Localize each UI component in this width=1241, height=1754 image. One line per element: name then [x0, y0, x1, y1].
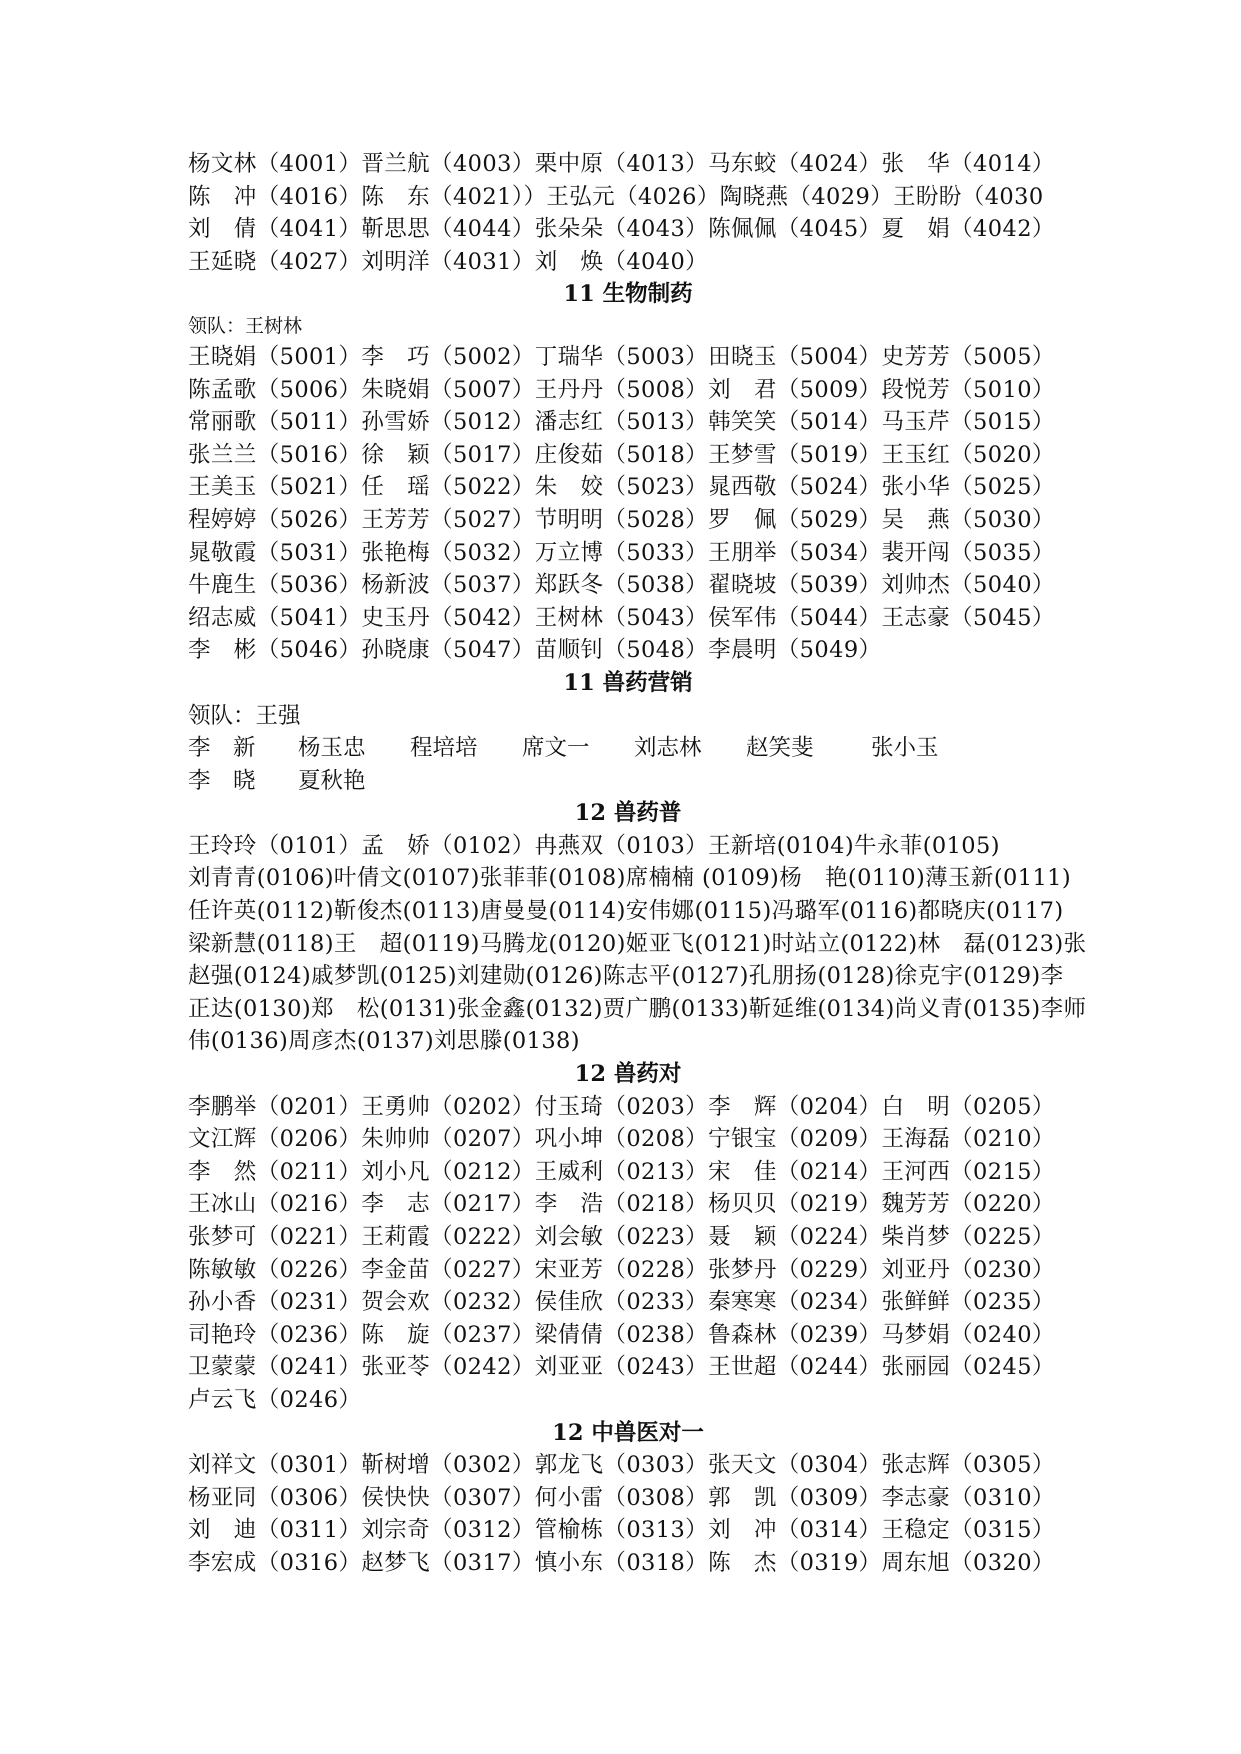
- name-list-line: 程婷婷（5026）王芳芳（5027）节明明（5028）罗 佩（5029）吴 燕（5030）: [188, 506, 1055, 533]
- name-list-line: 晁敬霞（5031）张艳梅（5032）万立博（5033）王朋举（5034）裴开闯（5035）: [188, 539, 1055, 566]
- name-list-line: 卫蒙蒙（0241）张亚苓（0242）刘亚亚（0243）王世超（0244）张丽园（0245）: [188, 1354, 1055, 1381]
- section-vet-general: [188, 797, 1087, 1058]
- name-list-line: 孙小香（0231）贺会欢（0232）侯佳欣（0233）秦寒寒（0234）张鲜鲜（0235）: [188, 1289, 1055, 1316]
- name-list-line: 杨文林（4001）晋兰航（4003）栗中原（4013）马东蛟（4024）张 华（4014）: [188, 151, 1055, 177]
- section-tcm-vet: [188, 1417, 1068, 1580]
- team-leader: 领队：王强: [188, 702, 301, 729]
- name-list-line: 王冰山（0216）李 志（0217）李 浩（0218）杨贝贝（0219）魏芳芳（0220）: [188, 1191, 1055, 1218]
- name-list-line: 李鹏举（0201）王勇帅（0202）付玉琦（0203）李 辉（0204）白 明（0205）: [188, 1093, 1055, 1120]
- section-bio-pharma: [188, 278, 1068, 667]
- name-list-line: 赵强(0124)戚梦凯(0125)刘建勋(0126)陈志平(0127)孔朋扬(0128)徐克宇(0129)李: [188, 963, 1064, 990]
- name-list-line: 杨亚同（0306）侯快快（0307）何小雷（0308）郭 凯（0309）李志豪（0310）: [188, 1484, 1055, 1511]
- name-list-line: 绍志威（5041）史玉丹（5042）王树林（5043）侯军伟（5044）王志豪（5045）: [188, 604, 1055, 631]
- name-list-line: 张梦可（0221）王莉霞（0222）刘会敏（0223）聂 颖（0224）柴肖梦（0225）: [188, 1224, 1055, 1250]
- student-name: 李 新: [188, 735, 256, 762]
- name-row: [188, 732, 1068, 765]
- student-name: 张小玉: [871, 735, 939, 762]
- student-name: 程培培: [410, 735, 478, 762]
- name-list-line: 刘 倩（4041）靳思思（4044）张朵朵（4043）陈佩佩（4045）夏 娟（4042）: [188, 216, 1055, 243]
- name-list-line: 陈孟歌（5006）朱晓娟（5007）王丹丹（5008）刘 君（5009）段悦芳（5010）: [188, 376, 1055, 403]
- section-top: [188, 148, 1068, 278]
- name-list-line: 刘祥文（0301）靳树增（0302）郭龙飞（0303）张天文（0304）张志辉（0305）: [188, 1452, 1055, 1479]
- name-list-line: 梁新慧(0118)王 超(0119)马腾龙(0120)姬亚飞(0121)时站立(0122)林 磊(0123)张: [188, 930, 1087, 957]
- name-list-line: 陈 冲（4016）陈 东（4021））王弘元（4026）陶晓燕（4029）王盼盼（4030: [188, 183, 1044, 210]
- student-name: 赵笑斐: [746, 735, 814, 762]
- section-heading: 11 生物制药: [563, 281, 693, 308]
- name-list-line: 李 然（0211）刘小凡（0212）王威利（0213）宋 佳（0214）王河西（0215）: [188, 1158, 1055, 1185]
- name-list-line: 王美玉（5021）任 瑶（5022）朱 姣（5023）晁西敬（5024）张小华（5025）: [188, 474, 1055, 501]
- section-heading: 11 兽药营销: [563, 669, 693, 696]
- section-heading: 12 兽药对: [574, 1061, 682, 1088]
- name-list-line: 任许英(0112)靳俊杰(0113)唐曼曼(0114)安伟娜(0115)冯璐军(0116)都晓庆(0117): [188, 898, 1064, 925]
- name-list-line: 李宏成（0316）赵梦飞（0317）慎小东（0318）陈 杰（0319）周东旭（0320）: [188, 1549, 1055, 1576]
- section-vet-counter: [188, 1058, 1068, 1417]
- name-list-line: 李 彬（5046）孙晓康（5047）苗顺钊（5048）李晨明（5049）: [188, 637, 882, 664]
- student-name: 刘志林: [634, 735, 702, 762]
- name-list-line: 卢云飞（0246）: [188, 1386, 362, 1413]
- name-list-line: 刘 迪（0311）刘宗奇（0312）管榆栋（0313）刘 冲（0314）王稳定（0315）: [188, 1517, 1055, 1544]
- name-list-line: 张兰兰（5016）徐 颖（5017）庄俊茹（5018）王梦雪（5019）王玉红（5020）: [188, 441, 1055, 468]
- team-leader: 领队：王树林: [188, 314, 303, 337]
- student-name: 杨玉忠: [298, 735, 366, 762]
- student-name: 席文一: [522, 735, 590, 762]
- name-list-line: 王玲玲（0101）孟 娇（0102）冉燕双（0103）王新培(0104)牛永菲(0105): [188, 832, 1000, 859]
- name-list-line: 正达(0130)郑 松(0131)张金鑫(0132)贾广鹏(0133)靳延维(0134)尚义青(0135)李师: [188, 995, 1087, 1022]
- section-heading: 12 中兽医对一: [552, 1419, 704, 1446]
- name-list-line: 王延晓（4027）刘明洋（4031）刘 焕（4040）: [188, 248, 709, 275]
- student-name: 夏秋艳: [298, 767, 366, 794]
- section-heading: 12 兽药普: [574, 800, 682, 827]
- name-row: [188, 765, 1068, 798]
- name-list-line: 刘青青(0106)叶倩文(0107)张菲菲(0108)席楠楠 (0109)杨 艳(0110)薄玉新(0111): [188, 865, 1072, 892]
- name-list-line: 司艳玲（0236）陈 旋（0237）梁倩倩（0238）鲁森林（0239）马梦娟（0240）: [188, 1321, 1055, 1348]
- section-vet-marketing: [188, 667, 1068, 797]
- name-list-line: 王晓娟（5001）李 巧（5002）丁瑞华（5003）田晓玉（5004）史芳芳（5005）: [188, 343, 1055, 370]
- name-list-line: 文江辉（0206）朱帅帅（0207）巩小坤（0208）宁银宝（0209）王海磊（0210）: [188, 1126, 1055, 1153]
- name-list-line: 常丽歌（5011）孙雪娇（5012）潘志红（5013）韩笑笑（5014）马玉芹（5015）: [188, 409, 1055, 436]
- name-list-line: 陈敏敏（0226）李金苗（0227）宋亚芳（0228）张梦丹（0229）刘亚丹（0230）: [188, 1256, 1055, 1283]
- name-list-line: 牛鹿生（5036）杨新波（5037）郑跃冬（5038）翟晓坡（5039）刘帅杰（5040）: [188, 572, 1055, 599]
- name-list-line: 伟(0136)周彦杰(0137)刘思滕(0138): [188, 1028, 580, 1055]
- student-name: 李 晓: [188, 767, 256, 794]
- document-page: [188, 148, 1087, 1580]
